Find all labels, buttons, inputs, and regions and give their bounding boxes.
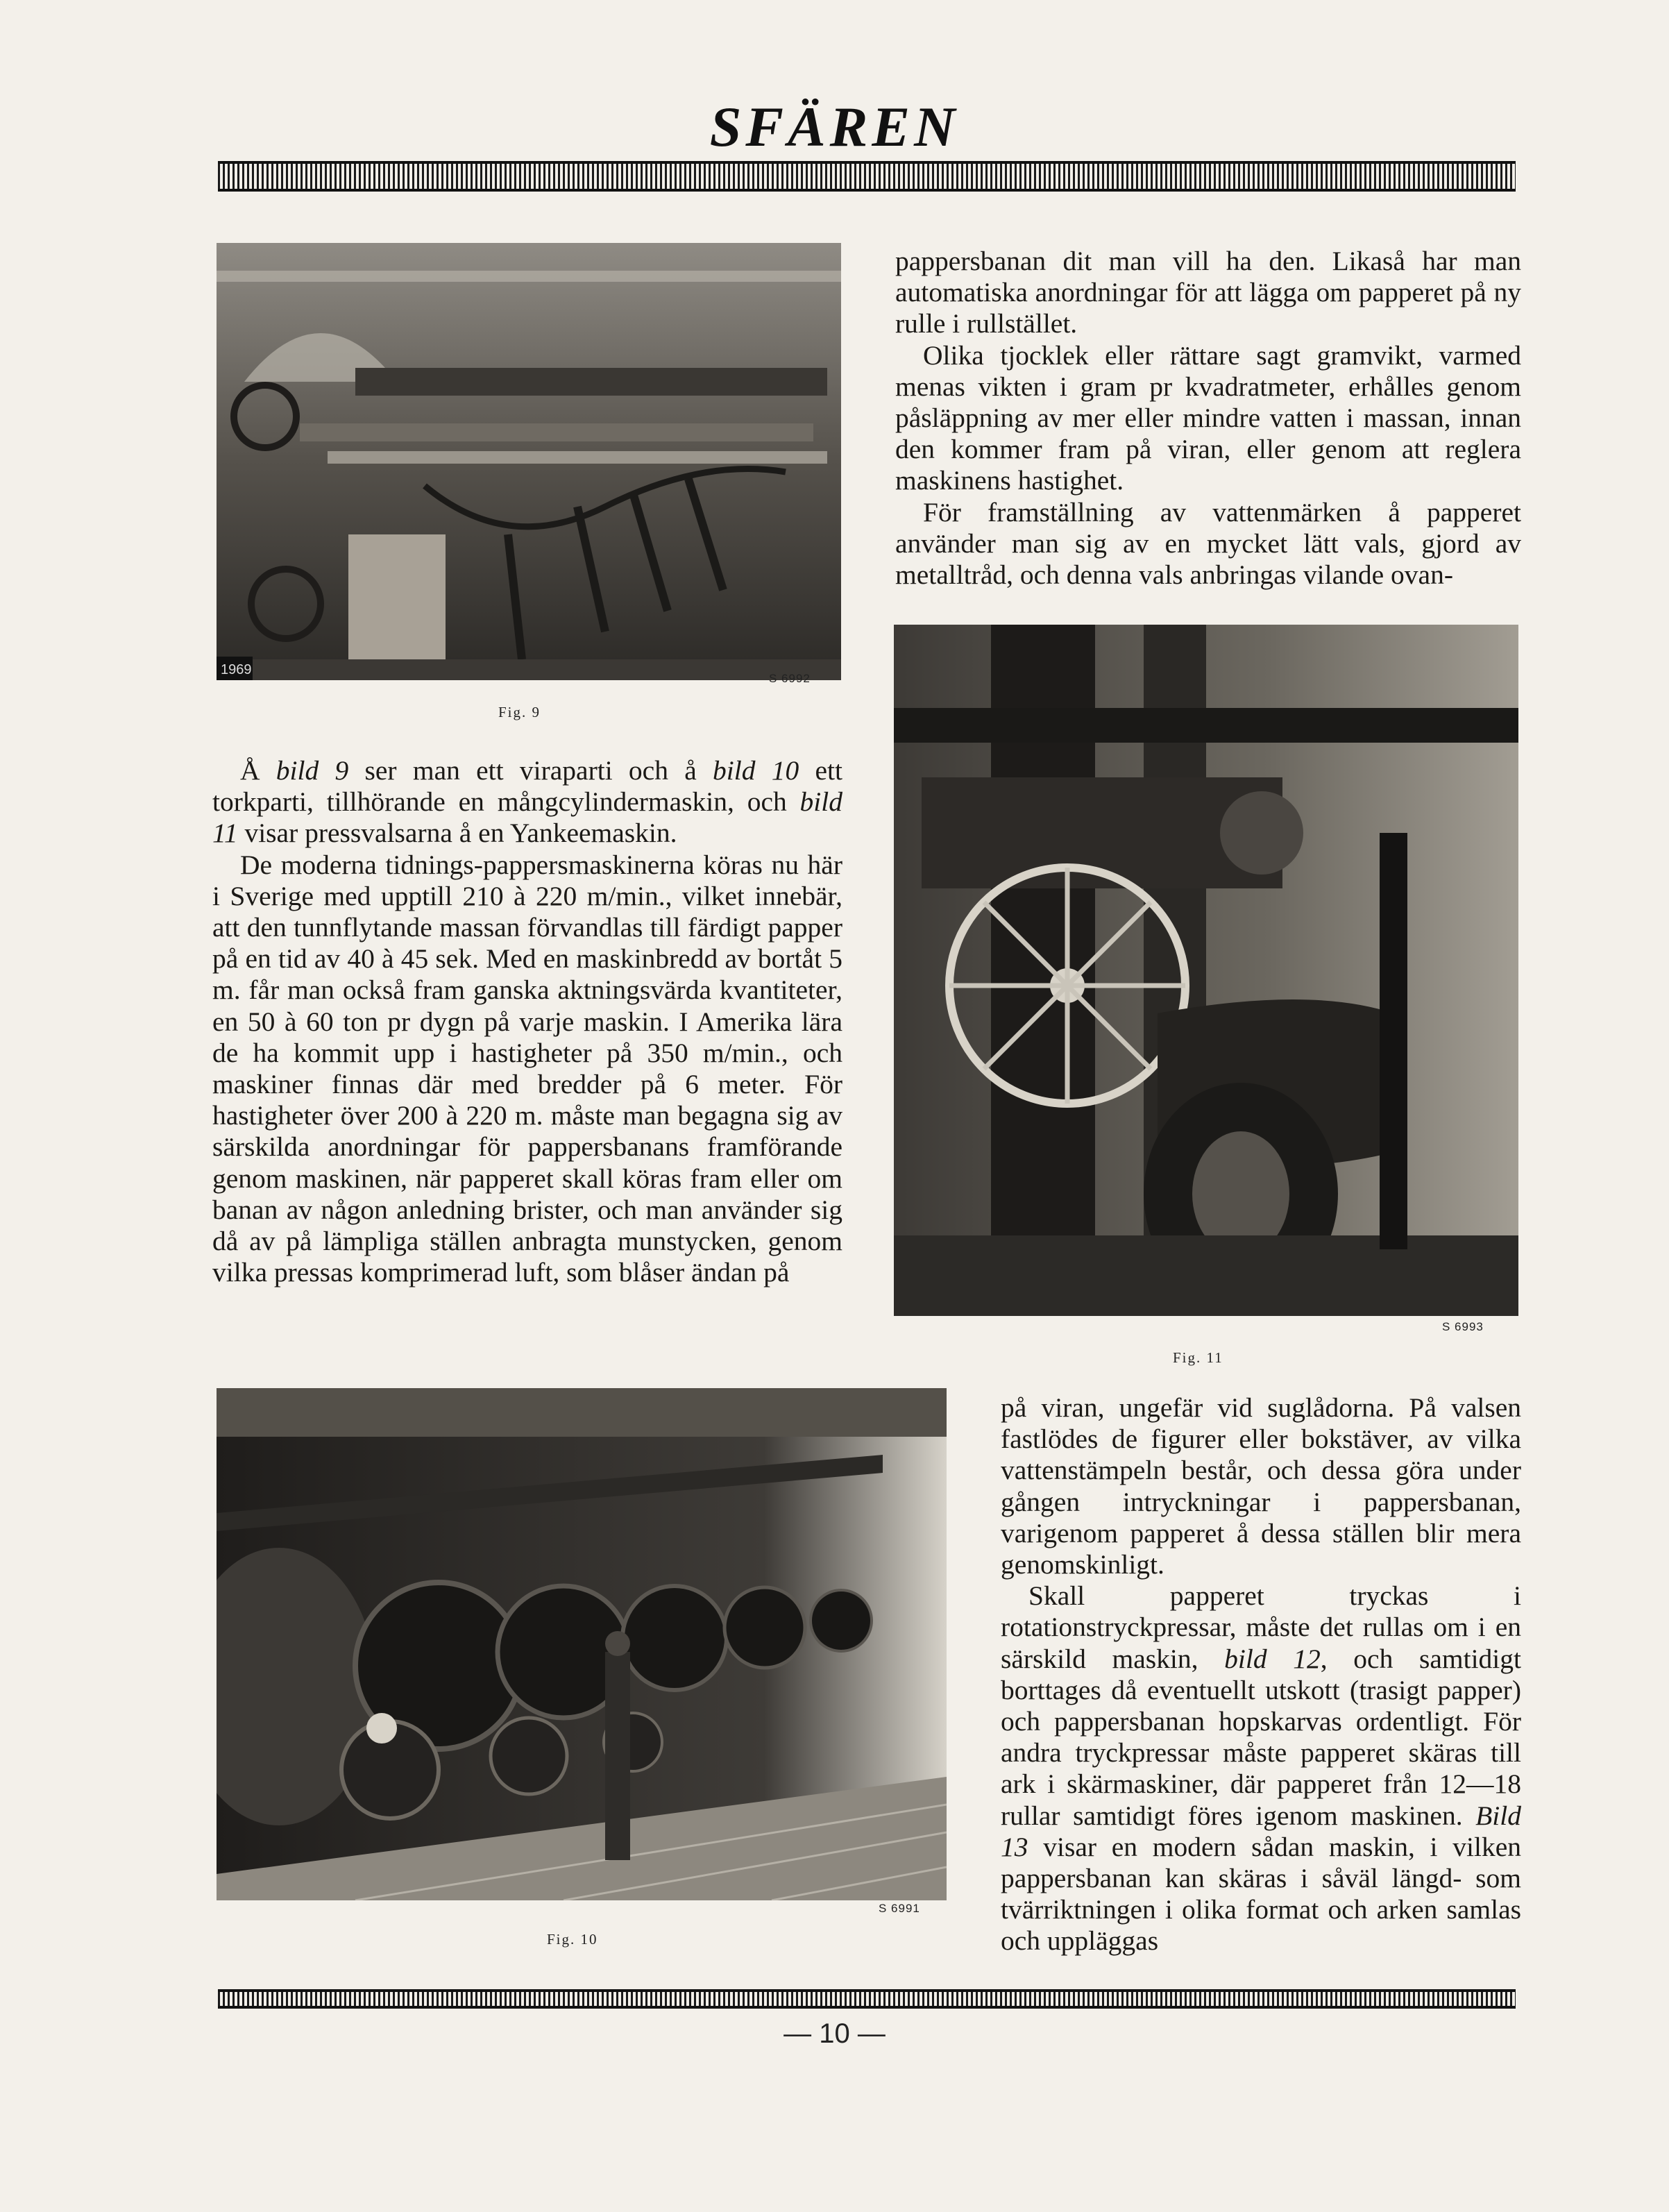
text-run: ett torkparti, tillhörande en mångcylindermaskin, och [212,755,842,818]
figure-reference: bild 12 [1224,1643,1321,1674]
fig9-caption: Fig. 9 [498,704,541,720]
figure-reference: Bild 13 [1001,1800,1521,1862]
fig11-code: S 6993 [1442,1320,1484,1333]
text-column-right-top [895,246,1521,591]
paragraph: Olika tjocklek eller rättare sagt gramvikt, varmed menas vikten i gram pr kvadratmeter, erhålles genom påsläppning av mer eller mindre vatten i massan, innan den kommer fram på viran, eller genom att reglera maskinens hastighet. [895,339,1521,496]
paragraph: För framställning av vattenmärken å papperet använder man sig av en mycket lätt vals, gjord av metalltråd, och denna vals anbringas vilande ovan- [895,496,1521,591]
fig11-caption: Fig. 11 [1173,1349,1223,1366]
text-column-right-bottom [1001,1392,1521,1957]
figure-reference: bild 11 [212,786,842,849]
fig9-stamp: 1969 [221,662,252,677]
figure-reference: bild 9 [276,755,349,786]
paragraph: De moderna tidnings-pappersmaskinerna köras nu här i Sverige med upptill 210 à 220 m/min., vilket innebär, att den tunnflytande massan förvandlas till färdigt papper på en tid av 40 à 45 sek. Med en maskinbredd av bortåt 5 m. får man också fram ganska aktningsvärda kvantiteter, en 50 à 60 ton pr dygn på varje maskin. I Amerika lära de ha kommit upp i hastigheter på 350 m/min., och maskiner finnas där med bredder på 6 meter. För hastigheter över 200 à 220 m. måste man begagna sig av särskilda anordningar för pappersbanans framförande genom maskinen, när papperet skall köras fram eller om banan av någon anledning brister, och man använder sig då av på lämpliga ställen anbragta munstycken, genom vilka pressas komprimerad luft, som blåser ändan på [212,849,842,1288]
fig9-code: S 6992 [769,672,811,685]
page-number: — 10 — [783,2018,886,2049]
fig11-image [894,625,1518,1316]
text-run: , och samtidigt borttages då eventuellt utskott (trasigt papper) och pappersbanan hopskarvas ordentligt. För andra tryckpressar måste papperet skäras till ark i skärmaskiner, där papperet från 12—18 rullar samtidigt föres igenom maskinen. [1001,1643,1521,1831]
paragraph [212,755,842,850]
fig10-code: S 6991 [879,1902,920,1915]
masthead-title: SFÄREN [709,95,960,158]
paragraph [1001,1580,1521,1957]
fig9-image [217,243,841,680]
text-run: ser man ett viraparti och å [348,755,713,786]
fig10-caption: Fig. 10 [547,1931,598,1948]
masthead-rule [218,161,1516,192]
text-run: Skall papperet tryckas i rotationstryckpressar, måste det rullas om i en särskild maskin, [1001,1580,1521,1674]
text-run: visar pressvalsarna å en Yankeemaskin. [237,818,677,849]
paragraph: pappersbanan dit man vill ha den. Likaså har man automatiska anordningar för att lägga om papperet på ny rulle i rullstället. [895,246,1521,339]
fig9-photo [217,243,841,680]
figure-reference: bild 10 [713,755,799,786]
text-column-left-middle [212,755,842,1288]
footer-rule [218,1989,1516,2009]
text-run: Å [240,755,276,786]
fig10-image [217,1388,947,1900]
text-run: visar en modern sådan maskin, i vilken pappersbanan kan skäras i såväl längd- som tvärriktningen i olika format och arken samlas och uppläggas [1001,1831,1521,1957]
fig10-photo [217,1388,947,1900]
fig11-photo [894,625,1518,1316]
paragraph: på viran, ungefär vid suglådorna. På valsen fastlödes de figurer eller bokstäver, av vilka vattenstämpeln består, och dessa göra under gången intryckningar i pappersbanan, varigenom papperet å dessa ställen blir mera genomskinligt. [1001,1392,1521,1580]
